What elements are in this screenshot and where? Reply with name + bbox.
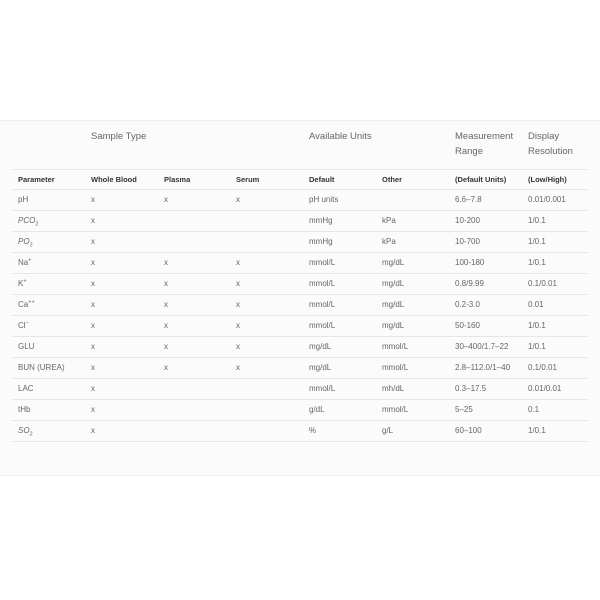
parameter-cell <box>18 258 31 268</box>
parameter-cell <box>18 342 34 352</box>
cell-default: mmol/L <box>309 300 336 309</box>
cell-whole-blood: x <box>91 258 95 267</box>
group-header-display-resolution-line1: Display <box>528 131 560 142</box>
row-divider <box>12 210 588 211</box>
cell-resolution: 1/0.1 <box>528 321 546 330</box>
parameter-cell <box>18 279 27 289</box>
group-header-measurement-range-line2: Range <box>455 146 483 157</box>
parameter-name: pH <box>18 195 29 204</box>
parameter-name: GLU <box>18 342 35 351</box>
cell-default: mmol/L <box>309 279 336 288</box>
parameter-subscript: 2 <box>35 221 39 228</box>
row-divider <box>12 399 588 400</box>
cell-plasma: x <box>164 258 168 267</box>
cell-range: 50-160 <box>455 321 480 330</box>
cell-other: mg/dL <box>382 300 405 309</box>
parameter-name: Na <box>18 258 29 267</box>
group-header-display-resolution <box>528 129 573 159</box>
cell-default: mmHg <box>309 216 333 225</box>
cell-other: mmol/L <box>382 342 409 351</box>
row-divider <box>12 336 588 337</box>
cell-whole-blood: x <box>91 321 95 330</box>
column-header-resolution: (Low/High) <box>528 175 567 184</box>
cell-whole-blood: x <box>91 195 95 204</box>
cell-other: mmol/L <box>382 363 409 372</box>
column-header-whole-blood: Whole Blood <box>91 175 137 184</box>
cell-range: 2.8–112.0/1–40 <box>455 363 511 372</box>
cell-default: pH units <box>309 195 339 204</box>
cell-resolution: 1/0.1 <box>528 216 546 225</box>
cell-default: mmol/L <box>309 258 336 267</box>
cell-serum: x <box>236 279 240 288</box>
cell-plasma: x <box>164 195 168 204</box>
row-divider <box>12 441 588 442</box>
cell-default: mg/dL <box>309 342 332 351</box>
group-header-measurement-range-line1: Measurement <box>455 131 514 142</box>
cell-range: 10-700 <box>455 237 480 246</box>
cell-resolution: 0.1/0.01 <box>528 363 557 372</box>
cell-other: mg/dL <box>382 258 405 267</box>
parameter-table <box>0 120 600 476</box>
cell-whole-blood: x <box>91 300 95 309</box>
row-divider <box>12 273 588 274</box>
parameter-cell <box>18 384 34 394</box>
cell-serum: x <box>236 195 240 204</box>
cell-range: 5–25 <box>455 405 473 414</box>
parameter-name: LAC <box>18 384 34 393</box>
parameter-subscript: 2 <box>29 242 33 249</box>
group-header-available-units: Available Units <box>309 131 372 142</box>
column-header-other: Other <box>382 175 403 184</box>
cell-plasma: x <box>164 342 168 351</box>
column-header-divider <box>12 189 588 190</box>
parameter-name: Ca <box>18 300 29 309</box>
parameter-superscript: ++ <box>28 299 35 306</box>
header-divider <box>12 169 588 170</box>
cell-range: 60–100 <box>455 426 482 435</box>
cell-whole-blood: x <box>91 384 95 393</box>
row-divider <box>12 294 588 295</box>
row-divider <box>12 315 588 316</box>
parameter-cell <box>18 237 33 247</box>
cell-range: 0.2-3.0 <box>455 300 480 309</box>
parameter-cell <box>18 216 38 226</box>
cell-default: mmol/L <box>309 384 336 393</box>
cell-whole-blood: x <box>91 216 95 225</box>
cell-resolution: 1/0.1 <box>528 237 546 246</box>
row-divider <box>12 420 588 421</box>
cell-whole-blood: x <box>91 237 95 246</box>
parameter-superscript: + <box>28 257 32 264</box>
group-header-sample-type: Sample Type <box>91 131 147 142</box>
cell-other: mg/dL <box>382 279 405 288</box>
cell-default: mmol/L <box>309 321 336 330</box>
parameter-cell <box>18 363 65 373</box>
cell-other: mmol/L <box>382 405 409 414</box>
parameter-name: tHb <box>18 405 31 414</box>
parameter-subscript: 2 <box>29 431 33 438</box>
cell-plasma: x <box>164 300 168 309</box>
cell-plasma: x <box>164 363 168 372</box>
cell-other: mh/dL <box>382 384 405 393</box>
parameter-name: PO <box>18 237 30 246</box>
parameter-cell <box>18 426 33 436</box>
cell-whole-blood: x <box>91 426 95 435</box>
column-header-plasma: Plasma <box>164 175 191 184</box>
cell-serum: x <box>236 342 240 351</box>
parameter-name: SO <box>18 426 30 435</box>
cell-range: 6.6–7.8 <box>455 195 482 204</box>
cell-range: 0.3–17.5 <box>455 384 487 393</box>
cell-range: 10-200 <box>455 216 480 225</box>
cell-range: 30–400/1.7–22 <box>455 342 509 351</box>
cell-range: 0.8/9.99 <box>455 279 484 288</box>
parameter-name: PCO <box>18 216 36 225</box>
row-divider <box>12 231 588 232</box>
parameter-cell <box>18 195 28 205</box>
row-divider <box>12 357 588 358</box>
cell-range: 100-180 <box>455 258 485 267</box>
cell-resolution: 0.1/0.01 <box>528 279 557 288</box>
cell-whole-blood: x <box>91 279 95 288</box>
group-header-measurement-range <box>455 129 513 159</box>
cell-plasma: x <box>164 321 168 330</box>
cell-resolution: 0.1 <box>528 405 540 414</box>
parameter-cell <box>18 300 35 310</box>
parameter-name: BUN (UREA) <box>18 363 65 372</box>
cell-default: g/dL <box>309 405 325 414</box>
cell-resolution: 0.01 <box>528 300 544 309</box>
cell-resolution: 0.01/0.001 <box>528 195 566 204</box>
row-divider <box>12 252 588 253</box>
group-header-display-resolution-line2: Resolution <box>528 146 573 157</box>
cell-default: % <box>309 426 317 435</box>
parameter-name: Cl <box>18 321 26 330</box>
cell-resolution: 1/0.1 <box>528 342 546 351</box>
parameter-superscript: − <box>25 320 29 327</box>
cell-serum: x <box>236 321 240 330</box>
parameter-name: K <box>18 279 24 288</box>
parameter-cell <box>18 321 29 331</box>
row-divider <box>12 378 588 379</box>
parameter-cell <box>18 405 30 415</box>
cell-resolution: 1/0.1 <box>528 426 546 435</box>
cell-default: mg/dL <box>309 363 332 372</box>
cell-serum: x <box>236 363 240 372</box>
cell-other: g/L <box>382 426 394 435</box>
cell-resolution: 0.01/0.01 <box>528 384 562 393</box>
cell-default: mmHg <box>309 237 333 246</box>
cell-plasma: x <box>164 279 168 288</box>
column-header-serum: Serum <box>236 175 260 184</box>
parameter-superscript: + <box>23 278 27 285</box>
cell-whole-blood: x <box>91 405 95 414</box>
cell-other: mg/dL <box>382 321 405 330</box>
column-header-parameter: Parameter <box>18 175 55 184</box>
cell-other: kPa <box>382 216 396 225</box>
cell-resolution: 1/0.1 <box>528 258 546 267</box>
cell-whole-blood: x <box>91 342 95 351</box>
column-header-range: (Default Units) <box>455 175 507 184</box>
column-header-default: Default <box>309 175 335 184</box>
cell-whole-blood: x <box>91 363 95 372</box>
cell-serum: x <box>236 258 240 267</box>
cell-serum: x <box>236 300 240 309</box>
cell-other: kPa <box>382 237 396 246</box>
